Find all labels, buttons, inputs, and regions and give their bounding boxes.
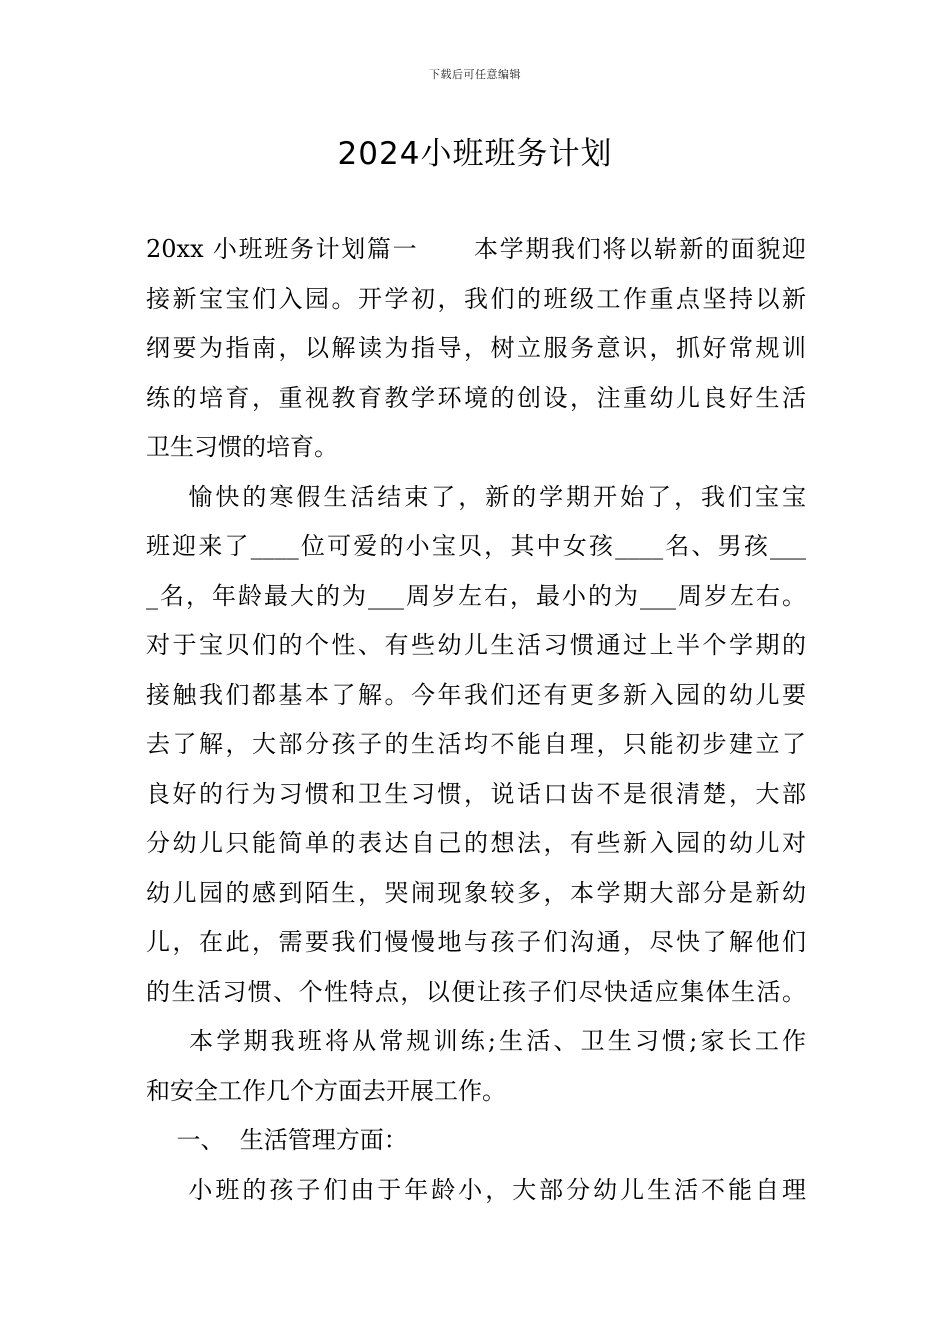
body-line: 的生活习惯、个性特点，以便让孩子们尽快适应集体生活。 bbox=[146, 977, 806, 1006]
body-line: 20xx 小班班务计划篇一 本学期我们将以崭新的面貌迎 bbox=[146, 235, 806, 263]
body-line: 分幼儿只能简单的表达自己的想法，有些新入园的幼儿对 bbox=[146, 829, 806, 857]
body-line: 接新宝宝们入园。开学初，我们的班级工作重点坚持以新 bbox=[146, 284, 806, 313]
body-line: 和安全工作几个方面去开展工作。 bbox=[146, 1076, 506, 1105]
document-title: 2024小班班务计划 bbox=[337, 136, 613, 172]
body-line: 良好的行为习惯和卫生习惯，说话口齿不是很清楚，大部 bbox=[146, 779, 806, 808]
document-body bbox=[146, 225, 806, 1215]
body-line: 接触我们都基本了解。今年我们还有更多新入园的幼儿要 bbox=[146, 680, 806, 709]
body-line: 卫生习惯的培育。 bbox=[146, 433, 338, 461]
body-line: 小班的孩子们由于年龄小，大部分幼儿生活不能自理 bbox=[146, 1175, 806, 1204]
body-line: 本学期我班将从常规训练;生活、卫生习惯;家长工作 bbox=[146, 1027, 806, 1055]
section-heading: 一、 生活管理方面： bbox=[146, 1126, 408, 1154]
body-line: 幼儿园的感到陌生，哭闹现象较多，本学期大部分是新幼 bbox=[146, 878, 806, 907]
body-line: 儿，在此，需要我们慢慢地与孩子们沟通，尽快了解他们 bbox=[146, 928, 806, 956]
body-line: 练的培育，重视教育教学环境的创设，注重幼儿良好生活 bbox=[146, 383, 806, 412]
header-note: 下载后可任意编辑 bbox=[429, 68, 521, 81]
body-line: 去了解，大部分孩子的生活均不能自理，只能初步建立了 bbox=[146, 730, 806, 758]
body-line: 班迎来了____位可爱的小宝贝，其中女孩____名、男孩___ bbox=[146, 532, 806, 560]
body-line: 愉快的寒假生活结束了，新的学期开始了，我们宝宝 bbox=[146, 482, 806, 511]
body-line: 纲要为指南，以解读为指导，树立服务意识，抓好常规训 bbox=[146, 334, 806, 362]
body-line: _名，年龄最大的为___周岁左右，最小的为___周岁左右。 bbox=[146, 581, 806, 610]
body-line: 对于宝贝们的个性、有些幼儿生活习惯通过上半个学期的 bbox=[146, 631, 806, 659]
